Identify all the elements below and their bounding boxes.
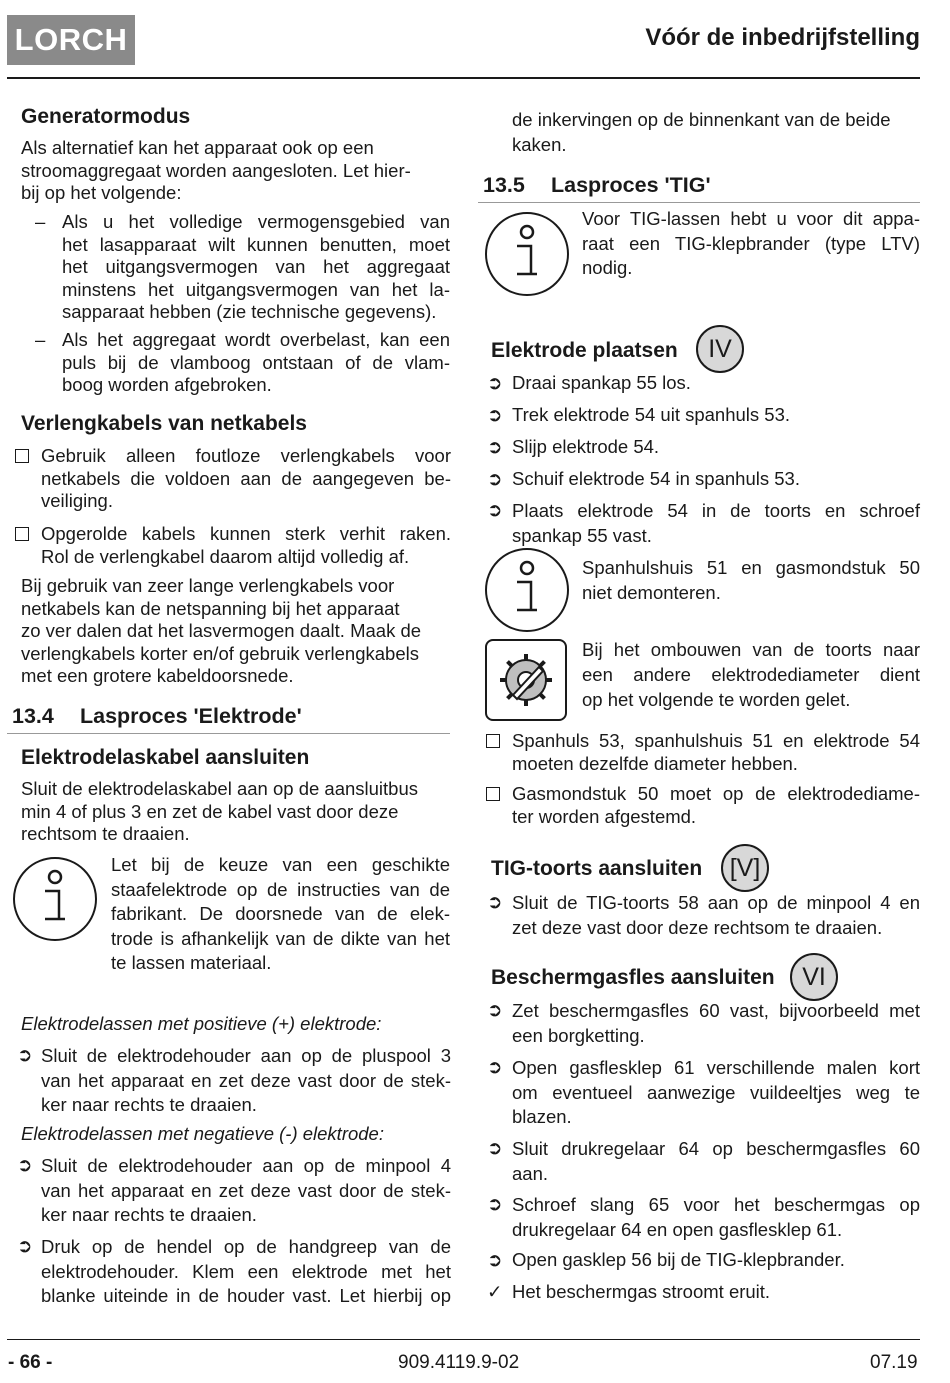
arrow-icon: ➲	[487, 1137, 503, 1158]
extension-heading: Verlengkabels van netkabels	[21, 412, 307, 435]
chapter-title: Vóór de inbedrijfstelling	[645, 24, 920, 51]
section-rule	[478, 202, 920, 203]
checkbox-icon	[486, 787, 500, 801]
arrow-icon: ➲	[487, 891, 503, 912]
right-column: de inkervingen op de binnenkant van de beide kaken. 13.5 Lasproces 'TIG' Voor TIG-lassen hebt u voor dit appa- raat een TIG-klepbrander (type LTV) nodig. Elektrode plaatsen IV ➲ Draai spankap 55 los. ➲ Trek elektrode 54 uit spanhuls 53. ➲ Slijp elektrode 54. ➲ Schuif elektrode 54 in spanhuls 53. ➲ Plaats elektrode 54 in de toorts en schroef spankap 55 vast. Spanhulshuis 51 en gasmondstuk 50 niet demonteren. Bij het ombouwen van de toorts naar een andere elektrodediameter dient op het volgende te worden gelet. Spanhuls 53, spanhulshuis 51 en elektrode 54 moeten dezelfde diameter hebben. Gasmondstuk 50 moet op de elektrodediame- ter worden afgestemd. TIG-toorts aansluiten [V] ➲ Sluit de TIG-toorts 58 aan op de minpool 4 en zet deze vast door deze rechtsom te draaien. Beschermgasfles aansluiten VI ➲ Zet beschermgasfles 60 vast, bijvoorbeeld met een borgketting. ➲ Open gasflesklep 61 verschillende malen kort om eventueel aanwezige vuildeeltjes weg te blazen. ➲ Sluit drukregelaar 64 op beschermgasfles 60 aan. ➲ Schroef slang 65 voor het beschermgas op drukregelaar 64 en open gasflesklep 61. ➲ Open gasklep 56 bij de TIG-klepbrander. ✓ Het beschermgas stroomt eruit.	[0, 0, 950, 1340]
generator-heading: Generatormodus	[21, 105, 191, 128]
arrow-icon: ➲	[17, 1154, 33, 1175]
positive-label: Elektrodelassen met positieve (+) elektrode:	[21, 1013, 382, 1034]
page-number: - 66 -	[8, 1352, 53, 1373]
note-tig-torch: Voor TIG-lassen hebt u voor dit appa- raat een TIG-klepbrander (type LTV) nodig.	[582, 208, 920, 278]
section-13-4-number: 13.4	[12, 704, 54, 728]
checkbox-icon	[486, 734, 500, 748]
arrow-icon: ➲	[487, 436, 503, 457]
text-line: bij op het volgende:	[21, 182, 182, 203]
dash-marker: –	[35, 329, 46, 350]
extension-paragraph: Bij gebruik van zeer lange verlengkabels voor netkabels kan de netspanning bij het apparaat zo ver dalen dat het lasvermogen daalt. Maak de verlengkabels korter en/of gebruik verlengkabels met een grotere kabeldoorsnede.	[21, 575, 422, 686]
continued-text: de inkervingen op de binnenkant van de beide kaken.	[512, 109, 891, 155]
arrow-icon: ➲	[487, 1249, 503, 1270]
gas-cylinder-heading: Beschermgasfles aansluiten	[491, 966, 775, 989]
arrow-icon: ➲	[17, 1235, 33, 1256]
note-conversion: Bij het ombouwen van de toorts naar een andere elektrodediameter dient op het volgende te worden gelet.	[582, 639, 920, 710]
note-electrode-choice: Let bij de keuze van een geschikte staafelektrode op de instructies van de fabrikant. De doorsnede van de elek- trode is afhankelijk van de dikte van het te lassen materiaal.	[111, 854, 450, 973]
document-number: 909.4119.9-02	[398, 1352, 520, 1373]
step-badge-vi: VI	[790, 953, 838, 1001]
left-column: Generatormodus Als alternatief kan het apparaat ook op een stroomaggregaat worden aangesloten. Let hier- bij op het volgende: – Als u het volledige vermogensgebied van het lasapparaat wilt kunnen benutten, moet het uitgangsvermogen van het aggregaat minstens het uitgangsvermogen van het la- sapparaat hebben (zie technische gegevens). – Als het aggregaat wordt overbelast, kan een puls bij de vlamboog ontstaan of de vlam- boog worden afgebroken. Verlengkabels van netkabels Gebruik alleen foutloze verlengkabels voor netkabels die voldoen aan de aangegeven be- veiliging. Opgerolde kabels kunnen sterk verhit raken. Rol de verlengkabel daarom altijd volledig af. Bij gebruik van zeer lange verlengkabels voor netkabels kan de netspanning bij het apparaat zo ver dalen dat het lasvermogen daalt. Maak de verlengkabels korter en/of gebruik verlengkabels met een grotere kabeldoorsnede. 13.4 Lasproces 'Elektrode' Elektrodelaskabel aansluiten Sluit de elektrodelaskabel aan op de aansluitbus min 4 of plus 3 en zet de kabel vast door deze rechtsom te draaien. Let bij de keuze van een geschikte staafelektrode op de instructies van de fabrikant. De doorsnede van de elek- trode is afhankelijk van de dikte van het te lassen materiaal. Elektrodelassen met positieve (+) elektrode: ➲ Sluit de elektrodehouder aan op de pluspool 3 van het apparaat en zet deze vast door de stek- ker naar rechts te draaien. Elektrodelassen met negatieve (-) elektrode: ➲ Sluit de elektrodehouder aan op de minpool 4 van het apparaat en zet deze vast door de stek- ker naar rechts te draaien. ➲ Druk op de hendel op de handgreep van de elektrodehouder. Klem een elektrode met het blanke uiteinde in de houder vast. Let hierbij op	[0, 0, 460, 1340]
arrow-icon: ➲	[487, 1056, 503, 1077]
step-badge-v: [V]	[721, 844, 769, 892]
lorch-logo: LORCH	[7, 15, 135, 65]
text-line: Als alternatief kan het apparaat ook op een	[21, 137, 374, 158]
dash-marker: –	[35, 211, 46, 232]
tig-torch-heading: TIG-toorts aansluiten	[491, 857, 703, 880]
arrow-icon: ➲	[17, 1044, 33, 1065]
edition-date: 07.19	[870, 1352, 918, 1373]
arrow-icon: ➲	[487, 499, 503, 520]
arrow-icon: ➲	[487, 404, 503, 425]
electrode-cable-heading: Elektrodelaskabel aansluiten	[21, 746, 310, 769]
text-line: stroomaggregaat worden aangesloten. Let hier-	[21, 159, 411, 181]
arrow-icon: ➲	[487, 372, 503, 393]
step-badge-iv: IV	[696, 325, 744, 373]
section-13-4-title: Lasproces 'Elektrode'	[80, 704, 302, 728]
electrode-place-heading: Elektrode plaatsen	[491, 339, 678, 362]
note-collet-body: Spanhulshuis 51 en gasmondstuk 50 niet demonteren.	[582, 557, 920, 603]
arrow-icon: ➲	[487, 1193, 503, 1214]
arrow-icon: ➲	[487, 999, 503, 1020]
footer-rule	[7, 1339, 920, 1340]
section-13-5-title: Lasproces 'TIG'	[551, 173, 711, 197]
info-icon	[485, 548, 569, 632]
electrode-cable-intro: Sluit de elektrodelaskabel aan op de aansluitbus min 4 of plus 3 en zet de kabel vast door deze rechtsom te draaien.	[21, 778, 419, 844]
info-icon	[485, 212, 569, 296]
gear-tool-icon	[485, 639, 567, 721]
section-13-5-number: 13.5	[483, 173, 525, 197]
checkmark-icon: ✓	[487, 1281, 503, 1302]
negative-label: Elektrodelassen met negatieve (-) elektrode:	[21, 1123, 384, 1144]
arrow-icon: ➲	[487, 468, 503, 489]
